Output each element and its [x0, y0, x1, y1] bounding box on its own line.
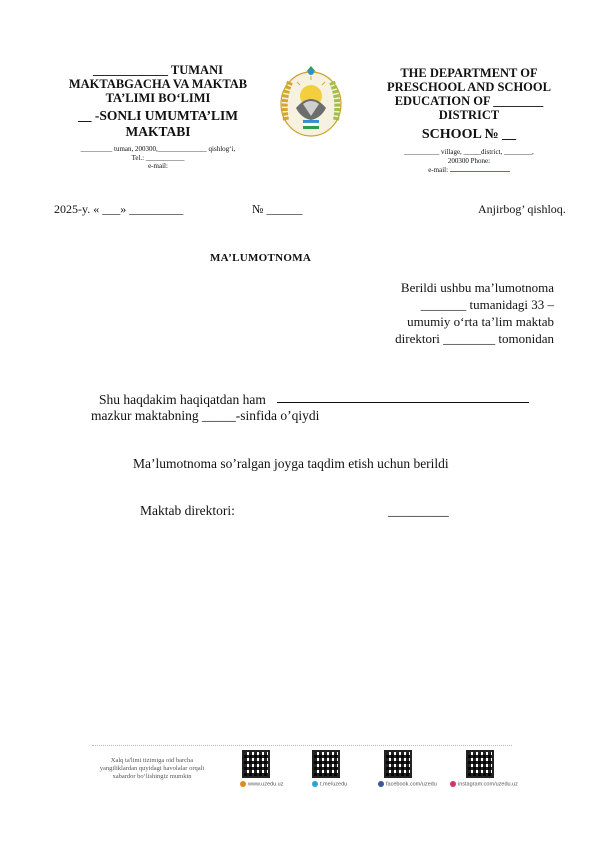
body-paragraph-2: Ma’lumotnoma so’ralgan joyga taqdim etish uchun berildi: [133, 456, 449, 471]
instagram-icon: [450, 781, 456, 787]
document-place: Anjirbog’ qishloq.: [478, 202, 566, 216]
header-right-address3-row: [380, 165, 558, 175]
header-left-address3: e-mail:: [148, 162, 168, 170]
footer-link-telegram[interactable]: [312, 750, 347, 787]
header-right-address1: __________ village, _____district, ________,: [404, 148, 534, 156]
header-right-line2: PRESCHOOL AND SCHOOL: [387, 80, 551, 94]
header-left-address1: _________ tuman, 200300,______________ qishlog‘i,: [80, 145, 236, 153]
header-right-line1: THE DEPARTMENT OF: [400, 66, 538, 80]
given-by-line1: Berildi ushbu ma’lumotnoma: [400, 280, 554, 295]
header-left-line5: MAKTABI: [125, 124, 191, 139]
footer-link-label: instagram.com/uzedu.uz: [458, 781, 518, 788]
document-title: MA’LUMOTNOMA: [210, 252, 312, 264]
header-left: [58, 63, 258, 171]
director-signature-line: _________: [388, 503, 449, 518]
given-by-line2: _______ tumanidagi 33 –: [420, 297, 554, 312]
qr-code-icon: [466, 750, 494, 778]
globe-icon: [240, 781, 246, 787]
director-label: Maktab direktori:: [140, 503, 235, 518]
qr-code-icon: [312, 750, 340, 778]
facebook-icon: [378, 781, 384, 787]
given-by-line4: direktori ________ tomonidan: [395, 331, 554, 346]
header-right-line3: EDUCATION OF ________: [394, 94, 544, 108]
state-emblem-icon: [276, 60, 346, 140]
footer-link-website[interactable]: [240, 750, 283, 787]
header-right-address2: 200300 Phone:: [447, 156, 491, 165]
header-left-line1: ____________ TUMANI: [93, 63, 223, 77]
footer-divider: [92, 745, 512, 746]
qr-code-icon: [242, 750, 270, 778]
telegram-icon: [312, 781, 318, 787]
header-left-address2: Tel.: ___________: [131, 153, 185, 162]
body-paragraph-1b: mazkur maktabning _____-sinfida o’qiydi: [91, 408, 320, 423]
document-number: № ______: [252, 202, 303, 216]
given-by-line3: umumiy o‘rta ta’lim maktab: [407, 314, 554, 329]
footer-link-label: www.uzedu.uz: [248, 781, 284, 788]
document-date: 2025-y. « ___» _________: [54, 202, 184, 216]
footer-link-instagram[interactable]: [450, 750, 518, 787]
footer-link-facebook[interactable]: [378, 750, 437, 787]
header-right-line4: DISTRICT: [438, 108, 500, 122]
header-left-line4: __ -SONLI UMUMTA’LIM: [78, 108, 238, 123]
header-left-line2: MAKTABGACHA VA MAKTAB: [68, 77, 248, 91]
header-right-school: SCHOOL № __: [421, 127, 517, 142]
footer-link-label: facebook.com/uzedu: [386, 781, 437, 788]
email-underline: [450, 165, 510, 172]
fill-line: [277, 402, 529, 403]
footer-text: Xalq ta'limi tizimiga oid barcha yangiliklardan quyidagi havolalar orqali xabardor bo‘lishingiz mumkin: [99, 757, 205, 780]
header-left-line3: TA’LIMI BO‘LIMI: [105, 91, 211, 105]
header-right: [380, 66, 558, 175]
header-right-address3: e-mail:: [428, 166, 449, 174]
qr-code-icon: [384, 750, 412, 778]
footer-link-label: t.me/uzedu: [320, 781, 348, 788]
body-paragraph-1a: Shu haqdakim haqiqatdan ham: [99, 392, 266, 407]
given-by-block: [372, 279, 554, 347]
